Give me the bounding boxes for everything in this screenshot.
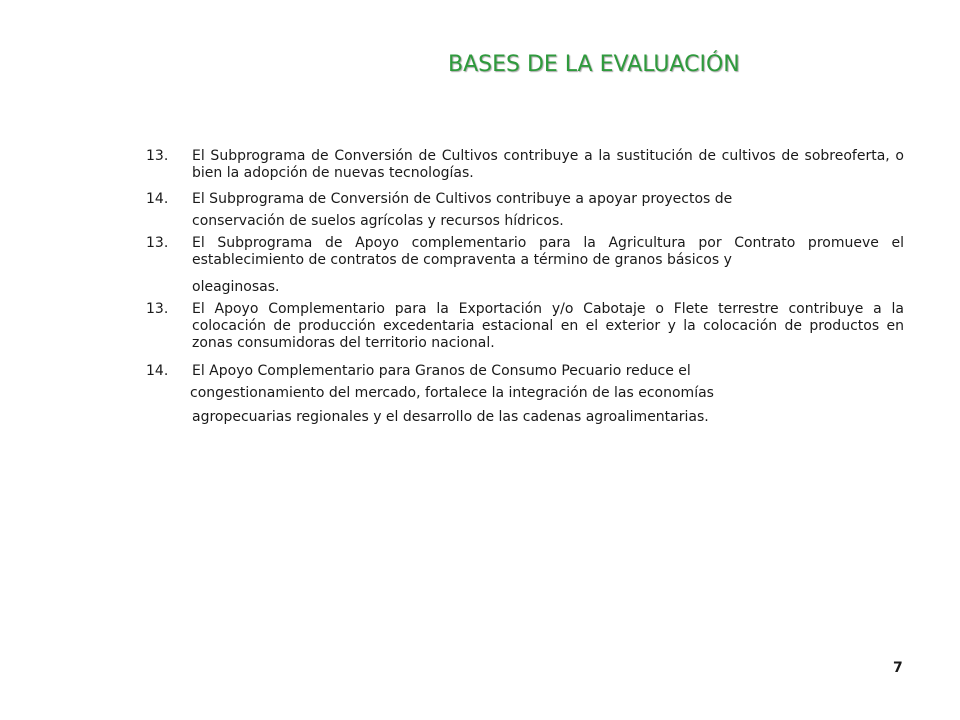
item-text: El Subprograma de Conversión de Cultivos contribuye a la sustitución de cultivos de sobreoferta, o bien la adopción de nuevas tecnologías. <box>192 148 904 181</box>
item-number: 13. <box>146 235 169 251</box>
item-text: El Apoyo Complementario para la Exportación y/o Cabotaje o Flete terrestre contribuye a la colocación de producción excedentaria estacional en el exterior y la colocación de productos en zonas consumidoras del territorio nacional. <box>192 301 904 351</box>
item-text-line: El Subprograma de Conversión de Cultivos contribuye a apoyar proyectos de <box>192 191 733 207</box>
item-text-line: agropecuarias regionales y el desarrollo de las cadenas agroalimentarias. <box>192 409 709 425</box>
item-number: 13. <box>146 301 169 317</box>
item-text-line: congestionamiento del mercado, fortalece la integración de las economías <box>190 385 714 401</box>
list-item <box>146 148 904 182</box>
item-number: 14. <box>146 363 169 379</box>
item-text: El Subprograma de Apoyo complementario para la Agricultura por Contrato promueve el establecimiento de contratos de compraventa a término de granos básicos y <box>192 235 904 268</box>
slide-title: BASES DE LA EVALUACIÓN <box>448 52 740 77</box>
list-item <box>146 235 904 269</box>
item-text-line: conservación de suelos agrícolas y recursos hídricos. <box>192 213 564 229</box>
page-number: 7 <box>893 660 903 676</box>
item-text-line: El Apoyo Complementario para Granos de Consumo Pecuario reduce el <box>192 363 691 379</box>
item-number: 13. <box>146 148 169 164</box>
item-number: 14. <box>146 191 169 207</box>
list-item <box>146 301 904 352</box>
item-text-line: oleaginosas. <box>192 279 280 295</box>
